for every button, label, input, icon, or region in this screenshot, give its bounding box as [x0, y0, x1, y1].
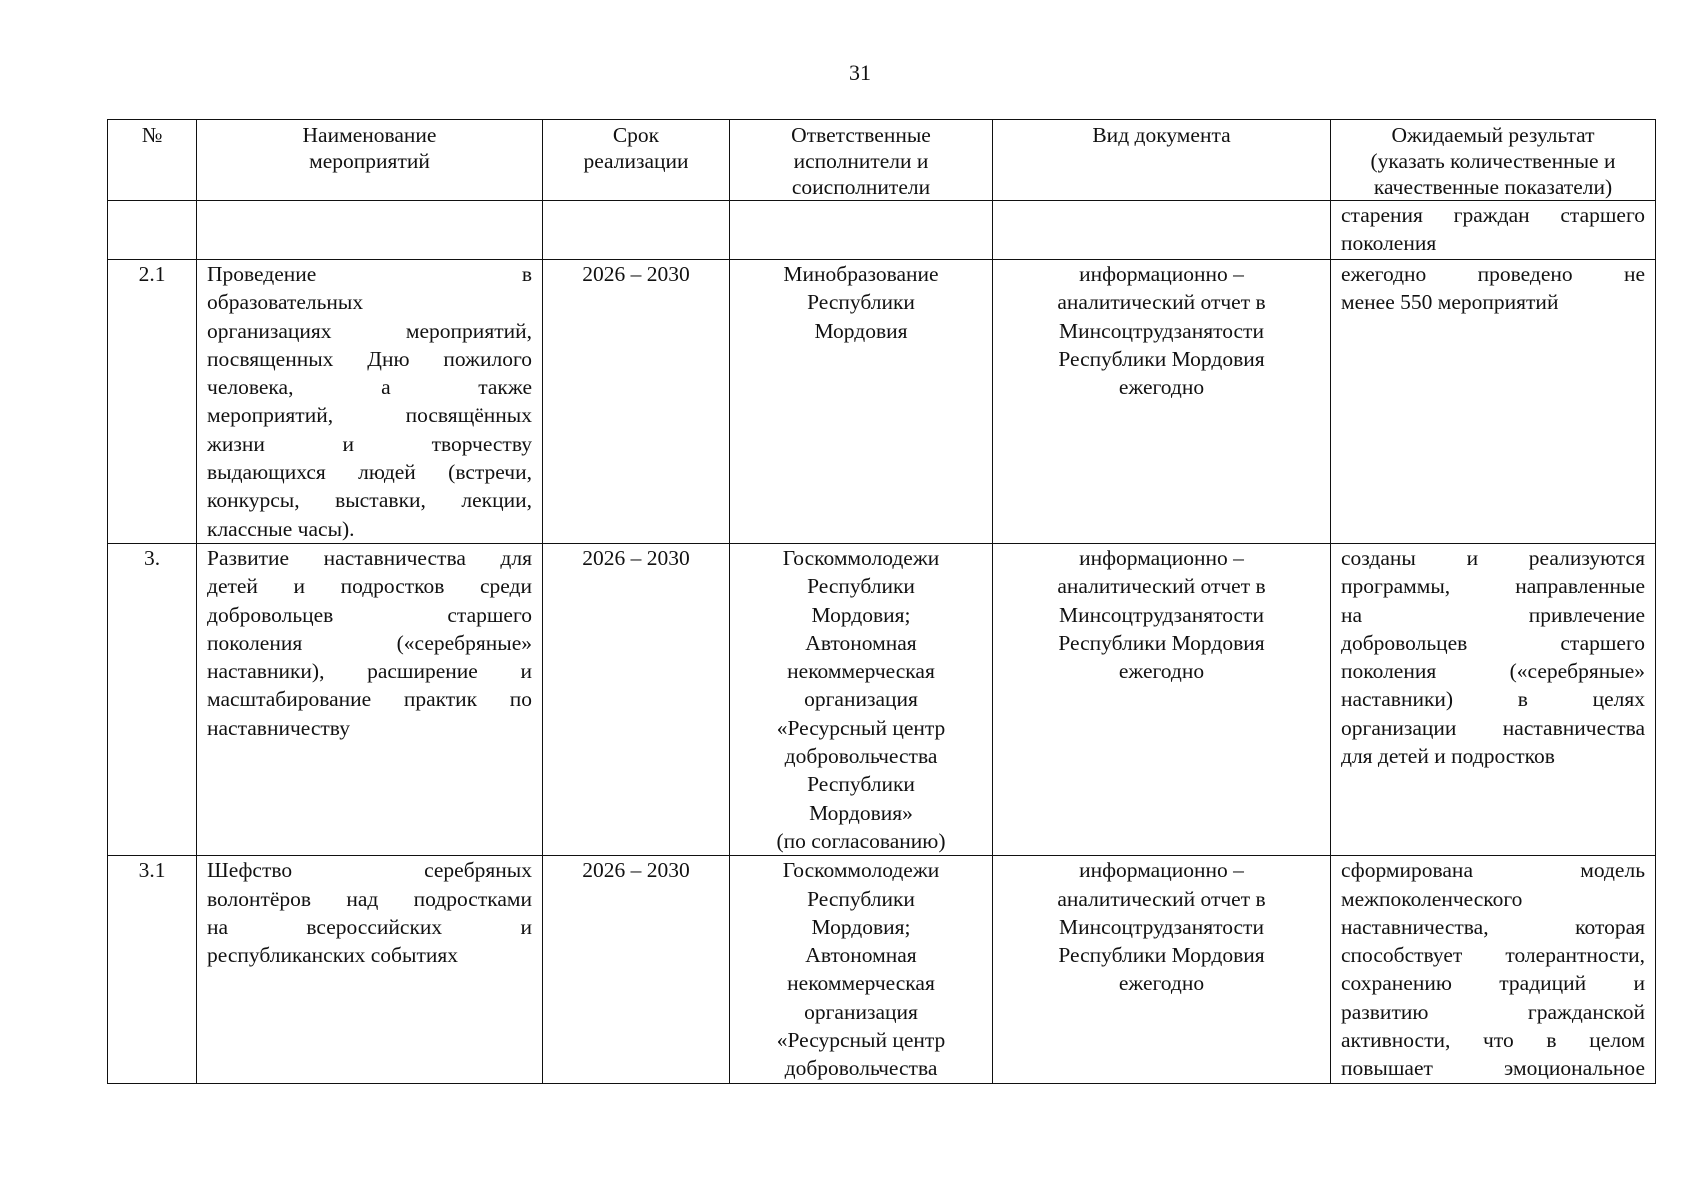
- row-number: 3.: [108, 543, 197, 855]
- row-number: [108, 201, 197, 260]
- row-responsible: [730, 201, 993, 260]
- row-expected-result: ежегодно проведено не менее 550 мероприятий: [1331, 260, 1656, 544]
- row-expected-result: сформирована модель межпоколенческого наставничества, которая способствует толерантности, сохранению традиций и развитию гражданской активности, что в целом повышает эмоциональное: [1331, 856, 1656, 1083]
- row-event-name: Развитие наставничества для детей и подростков среди добровольцев старшего поколения («серебряные» наставники), расширение и масштабирование практик по наставничеству: [197, 543, 543, 855]
- row-document-type: информационно – аналитический отчет в Минсоцтрудзанятости Республики Мордовия ежегодно: [993, 260, 1331, 544]
- row-term: 2026 – 2030: [543, 543, 730, 855]
- row-responsible: Минобразование Республики Мордовия: [730, 260, 993, 544]
- row-number: 3.1: [108, 856, 197, 1083]
- row-number: 2.1: [108, 260, 197, 544]
- events-table: [107, 119, 1656, 1084]
- row-responsible: Госкоммолодежи Республики Мордовия; Автономная некоммерческая организация «Ресурсный центр добровольчества: [730, 856, 993, 1083]
- header-number: №: [108, 120, 197, 201]
- row-expected-result: старения граждан старшего поколения: [1331, 201, 1656, 260]
- header-document-type: Вид документа: [993, 120, 1331, 201]
- row-document-type: информационно – аналитический отчет в Минсоцтрудзанятости Республики Мордовия ежегодно: [993, 856, 1331, 1083]
- header-event-name: Наименование мероприятий: [197, 120, 543, 201]
- row-term: 2026 – 2030: [543, 856, 730, 1083]
- row-term: 2026 – 2030: [543, 260, 730, 544]
- table-row: [108, 543, 1656, 855]
- table-row: [108, 201, 1656, 260]
- header-term: Срок реализации: [543, 120, 730, 201]
- row-document-type: [993, 201, 1331, 260]
- row-term: [543, 201, 730, 260]
- row-expected-result: созданы и реализуются программы, направленные на привлечение добровольцев старшего поколения («серебряные» наставники) в целях организации наставничества для детей и подростков: [1331, 543, 1656, 855]
- table-row: [108, 856, 1656, 1083]
- row-event-name: Шефство серебряных волонтёров над подростками на всероссийских и республиканских событиях: [197, 856, 543, 1083]
- header-expected-result: Ожидаемый результат (указать количественные и качественные показатели): [1331, 120, 1656, 201]
- row-event-name: Проведение в образовательных организациях мероприятий, посвященных Дню пожилого человека, а также мероприятий, посвящённых жизни и творчеству выдающихся людей (встречи, конкурсы, выставки, лекции, классные часы).: [197, 260, 543, 544]
- row-event-name: [197, 201, 543, 260]
- page-number: 31: [849, 60, 871, 85]
- row-document-type: информационно – аналитический отчет в Минсоцтрудзанятости Республики Мордовия ежегодно: [993, 543, 1331, 855]
- table-row: [108, 260, 1656, 544]
- row-responsible: Госкоммолодежи Республики Мордовия; Автономная некоммерческая организация «Ресурсный центр добровольчества Республики Мордовия» (по согласованию): [730, 543, 993, 855]
- header-responsible: Ответственные исполнители и соисполнители: [730, 120, 993, 201]
- table-header-row: [108, 120, 1656, 201]
